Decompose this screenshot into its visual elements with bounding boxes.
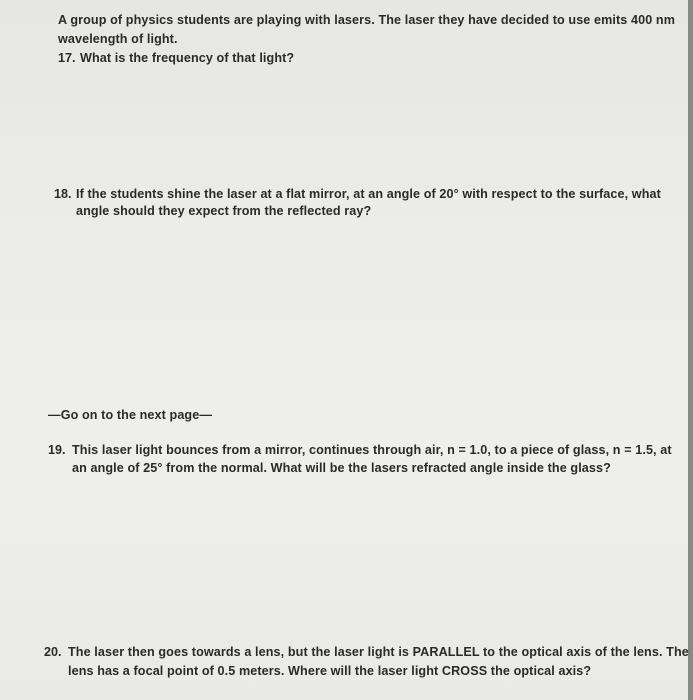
question-17-text: What is the frequency of that light? bbox=[80, 51, 295, 65]
page-edge-shadow bbox=[688, 0, 693, 700]
question-17-number: 17. bbox=[58, 51, 76, 65]
intro-line-2: wavelength of light. bbox=[58, 32, 178, 46]
question-20-text-line-1: The laser then goes towards a lens, but the laser light is PARALLEL to the optical axis of the lens. The bbox=[68, 645, 689, 659]
question-18-text-line-2: angle should they expect from the reflected ray? bbox=[76, 204, 372, 218]
question-18-text-line-1: If the students shine the laser at a flat mirror, at an angle of 20° with respect to the surface, what bbox=[76, 187, 661, 201]
question-20-text-line-2: lens has a focal point of 0.5 meters. Where will the laser light CROSS the optical axis? bbox=[68, 664, 592, 678]
question-20-number: 20. bbox=[44, 645, 62, 659]
question-19-number: 19. bbox=[48, 443, 66, 457]
intro-line-1: A group of physics students are playing with lasers. The laser they have decided to use emits 400 nm bbox=[58, 13, 676, 27]
question-18-number: 18. bbox=[54, 187, 72, 201]
question-19-text-line-2: an angle of 25° from the normal. What will be the lasers refracted angle inside the glass? bbox=[72, 461, 611, 475]
go-on-next-page-note: —Go on to the next page— bbox=[48, 408, 213, 422]
question-19-text-line-1: This laser light bounces from a mirror, continues through air, n = 1.0, to a piece of glass, n = 1.5, at bbox=[72, 443, 672, 457]
